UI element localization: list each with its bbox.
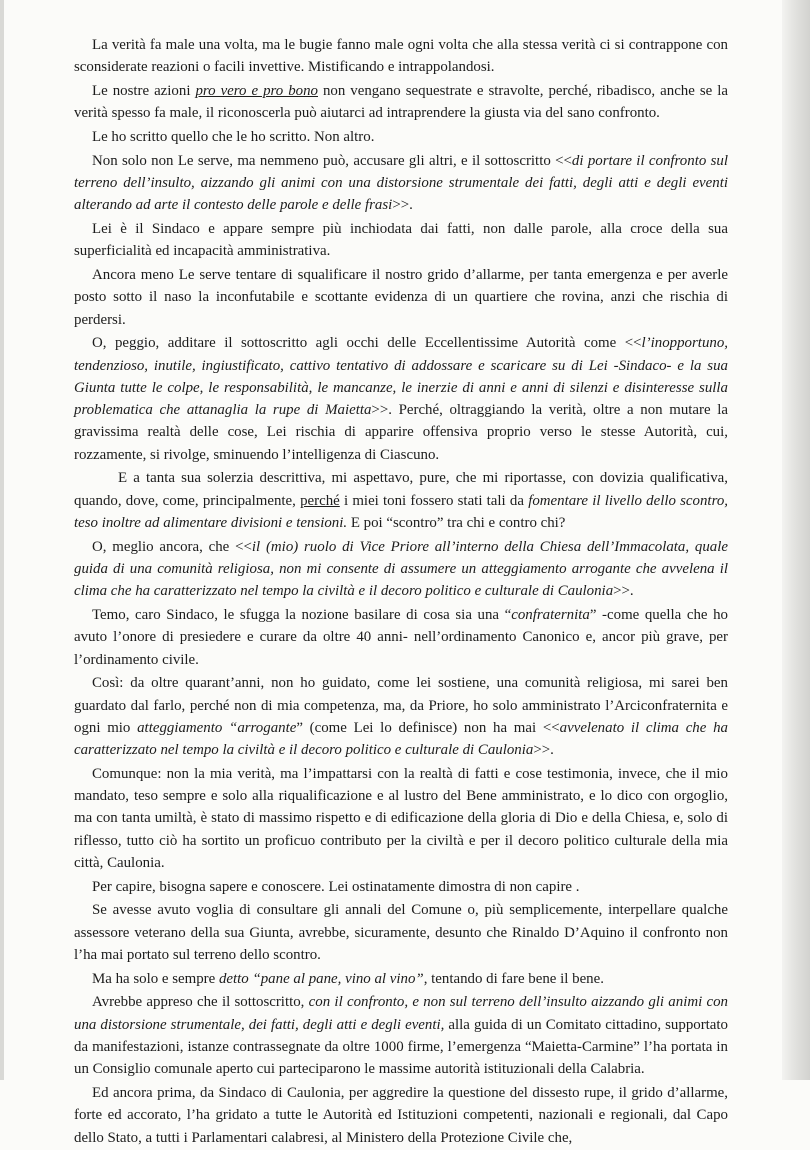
text-run: alla guida di un Comitato cittadino, supportato da manifestazioni, istanze contrassegnate da oltre 1000 firme, l’emergenza “Maietta-Carmine” l’ha portata in un Consiglio comunale aperto cui parteciparono le massime autorità istituzionali della Calabria. xyxy=(74,1016,728,1078)
paragraph xyxy=(74,218,728,263)
text-run: >>. xyxy=(613,583,634,600)
text-run: pro vero e pro bono xyxy=(195,82,318,99)
letter-body xyxy=(74,34,728,1150)
text-run: O, meglio ancora, che << xyxy=(92,538,252,555)
text-run: il (mio) ruolo di Vice Priore all’interno della Chiesa dell’Immacolata, quale guida di una comunità religiosa, non mi consente di assumere un atteggiamento arrogante che avvelena il clima che ha caratterizzato nel tempo la civiltà e il decoro politico e culturale di Caulonia xyxy=(74,538,728,600)
text-run: ” (come Lei lo definisce) non ha mai << xyxy=(296,719,560,736)
text-run: Le ho scritto quello che le ho scritto. Non altro. xyxy=(92,128,375,145)
text-run: i miei toni fossero stati tali da xyxy=(339,492,529,509)
text-run: perché xyxy=(300,492,340,509)
text-run: La verità fa male una volta, ma le bugie fanno male ogni volta che alla stessa verità ci si contrappone con sconsiderate reazioni o facili invettive. Mistificando e intrappolandosi. xyxy=(74,37,728,76)
text-run: E a tanta sua solerzia descrittiva, mi aspettavo, pure, che mi riportasse, con dovizia qualificativa, quando, dove, come, principalmente, xyxy=(74,470,728,509)
text-run: l’inopportuno, tendenzioso, inutile, ingiustificato, cattivo tentativo di addossare e scaricare su di Lei -Sindaco- e la sua Giunta tutte le colpe, le responsabilità, le mancanze, le inerzie di anni e anni di silenzi e disinteresse sulla problematica che attanaglia la rupe di Maietta xyxy=(74,335,728,419)
text-run: detto “pane al pane, vino al vino” xyxy=(218,970,424,987)
text-run: atteggiamento “arrogante xyxy=(137,719,297,736)
paragraph xyxy=(74,1082,728,1149)
paragraph xyxy=(74,991,728,1080)
text-run: , tentando di fare bene il bene. xyxy=(423,970,604,987)
paragraph xyxy=(74,876,728,898)
text-run: E poi “scontro” tra chi e contro chi? xyxy=(347,514,566,531)
paragraph xyxy=(74,34,728,79)
text-run: avvelenato il clima che ha caratterizzato nel tempo la civiltà e il decoro politico e culturale di Caulonia xyxy=(74,719,728,759)
text-run: Le nostre azioni xyxy=(92,82,196,99)
paragraph xyxy=(74,150,728,217)
text-run: Non solo non Le serve, ma nemmeno può, accusare gli altri, e il sottoscritto << xyxy=(92,152,572,169)
text-run: Temo, caro Sindaco, le sfugga la nozione basilare di cosa sia una “ xyxy=(92,606,512,623)
text-run: Comunque: non la mia verità, ma l’impattarsi con la realtà di fatti e cose testimonia, invece, che il mio mandato, teso sempre e solo alla riqualificazione e al lustro del Bene amministrato, e lo dico con orgoglio, ma con tanta umiltà, è stato di massimo rispetto e di edificazione della gloria di Dio e della Chiesa, e, solo di riflesso, tutto ciò ha sortito un proficuo contributo per la civiltà e per il decoro politico culturale della mia città, Caulonia. xyxy=(74,765,728,871)
text-run: Ancora meno Le serve tentare di squalificare il nostro grido d’allarme, per tanta emergenza e per averle posto sotto il naso la inconfutabile e scottante evidenza di un quartiere che rovina, anzi che rischia di perdersi. xyxy=(74,266,728,328)
paragraph xyxy=(74,536,728,603)
text-run: fomentare il livello dello scontro, teso inoltre ad alimentare divisioni e tensioni. xyxy=(74,492,728,531)
text-run: Per capire, bisogna sapere e conoscere. Lei ostinatamente dimostra di non capire . xyxy=(92,878,580,895)
paragraph xyxy=(74,899,728,966)
paragraph xyxy=(74,763,728,874)
text-run: O, peggio, additare il sottoscritto agli occhi delle Eccellentissime Autorità come << xyxy=(92,335,642,352)
text-run: Avrebbe appreso che il sottoscritto, xyxy=(92,994,309,1011)
paragraph xyxy=(74,968,728,990)
page-curl-shadow xyxy=(782,0,810,1080)
text-run: Ma ha solo e sempre xyxy=(92,970,219,987)
text-run: confraternita xyxy=(511,606,590,623)
text-run: con il confronto, e non sul terreno dell’insulto aizzando gli animi con una distorsione strumentale, dei fatti, degli atti e degli eventi, xyxy=(74,994,728,1033)
paragraph xyxy=(74,264,728,331)
paragraph xyxy=(74,332,728,466)
text-run: >>. xyxy=(392,197,413,214)
paragraph xyxy=(74,126,728,148)
text-run: Se avesse avuto voglia di consultare gli annali del Comune o, più semplicemente, interpellare qualche assessore veterano della sua Giunta, avrebbe, sicuramente, desunto che Rinaldo D’Aquino il confronto non l’ha mai portato sul terreno dello scontro. xyxy=(74,902,728,963)
paragraph xyxy=(74,80,728,125)
text-run: Ed ancora prima, da Sindaco di Caulonia, per aggredire la questione del dissesto rupe, il grido d’allarme, forte ed accorato, l’ha gridato a tutte le Autorità ed Istituzioni competenti, nazionali e regionali, dal Capo dello Stato, a tutti i Parlamentari calabresi, al Ministero della Protezione Civile che, xyxy=(74,1084,728,1146)
text-run: >>. Perché, oltraggiando la verità, oltre a non mutare la gravissima realtà delle cose, Lei rischia di apparire offensiva proprio verso le stesse Autorità, cui, rozzamente, si rivolge, sminuendo l’intelligenza di Ciascuno. xyxy=(74,402,728,463)
paragraph xyxy=(74,467,728,534)
text-run: ” -come quella che ho avuto l’onore di presiedere e curare da oltre 40 anni- nell’ordinamento Canonico e, ancor più grave, per l’ordinamento civile. xyxy=(74,606,728,668)
text-run: di portare il confronto sul terreno dell’insulto, aizzando gli animi con una distorsione strumentale dei fatti, degli atti e degli eventi alterando ad arte il contesto delle parole e delle frasi xyxy=(74,152,728,214)
text-run: >>. xyxy=(533,742,554,759)
text-run: Così: da oltre quarant’anni, non ho guidato, come lei sostiene, una comunità religiosa, mi sarei ben guardato dal farlo, perché non di mia competenza, ma, da Priore, ho solo amministrato l’Arciconfraternita e ogni mio xyxy=(74,675,728,736)
paragraph xyxy=(74,604,728,671)
text-run: non vengano sequestrate e stravolte, perché, ribadisco, anche se la verità spesso fa male, il riconoscerla può aiutarci ad intraprendere la giusta via del sano confronto. xyxy=(74,82,728,122)
scan-edge-left xyxy=(0,0,4,1080)
text-run: Lei è il Sindaco e appare sempre più inchiodata dai fatti, non dalle parole, alla croce della sua superficialità ed incapacità amministrativa. xyxy=(74,220,728,260)
paragraph xyxy=(74,672,728,761)
